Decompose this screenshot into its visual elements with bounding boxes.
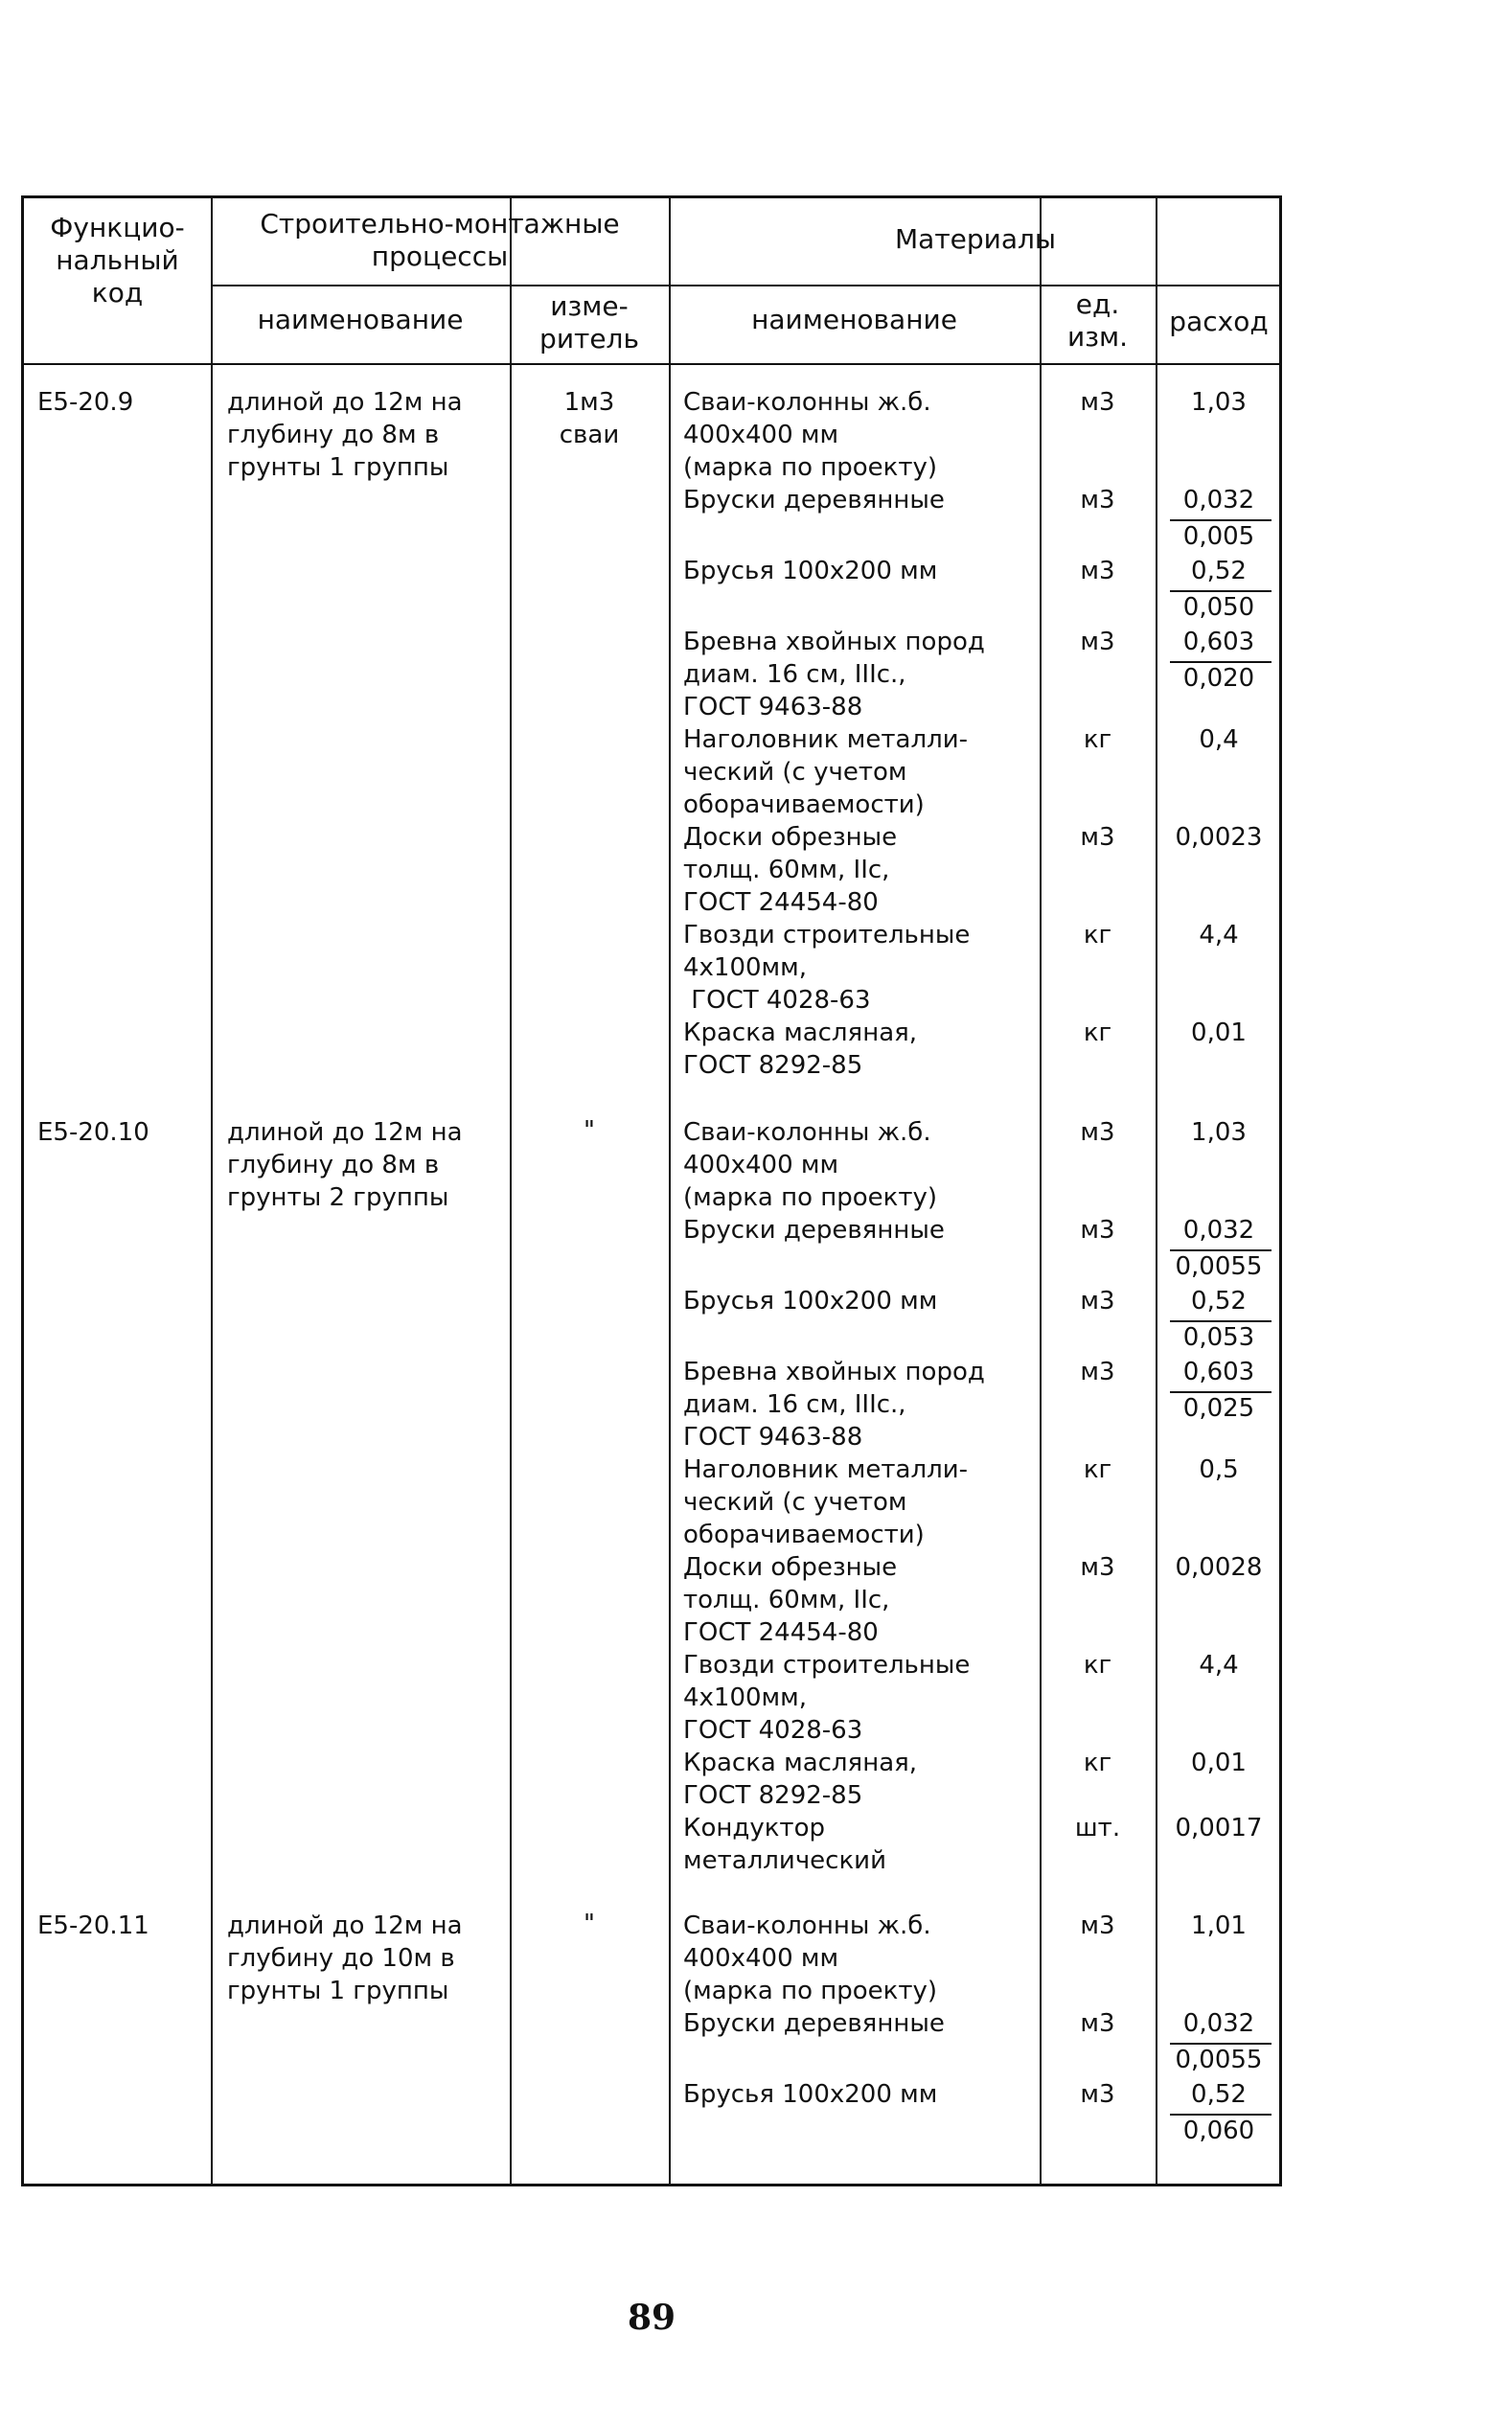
material-rate: 1,03 xyxy=(1191,1118,1247,1147)
material-name: Сваи-колонны ж.б. 400х400 мм (марка по проекту) xyxy=(683,1118,938,1212)
row-process: длиной до 12м на глубину до 10м в грунты 1 группы xyxy=(227,1911,463,2005)
header-proc-name: наименование xyxy=(257,304,464,335)
material-unit: м3 xyxy=(1080,1911,1115,1940)
material-rate: 0,603 xyxy=(1182,1358,1255,1386)
material-unit: м3 xyxy=(1080,2080,1115,2109)
material-unit: кг xyxy=(1083,1749,1112,1777)
material-rate-below: 0,005 xyxy=(1182,522,1255,551)
material-rate: 0,0017 xyxy=(1175,1814,1263,1842)
material-unit: м3 xyxy=(1080,2009,1115,2038)
material-name: Брусья 100х200 мм xyxy=(683,557,938,585)
material-name: Краска масляная, ГОСТ 8292-85 xyxy=(683,1749,918,1810)
material-name: Бревна хвойных пород диам. 16 см, IIIc., ГОСТ 9463-88 xyxy=(683,1358,985,1452)
material-unit: шт. xyxy=(1074,1814,1121,1842)
page-number: 89 xyxy=(627,2298,676,2338)
row-code: Е5-20.10 xyxy=(37,1118,149,1147)
material-name: Брусья 100х200 мм xyxy=(683,2080,938,2109)
material-rate-below: 0,0055 xyxy=(1175,2046,1263,2074)
header-materials: Материалы xyxy=(895,223,1056,255)
material-rate: 0,52 xyxy=(1191,2080,1247,2109)
material-unit: м3 xyxy=(1080,1287,1115,1316)
material-rate: 0,603 xyxy=(1182,628,1255,656)
material-rate: 0,0023 xyxy=(1175,823,1263,852)
header-subdivider xyxy=(211,285,1282,286)
col-divider xyxy=(669,198,671,2184)
material-rate: 0,0028 xyxy=(1175,1553,1263,1582)
material-name: Бруски деревянные xyxy=(683,486,945,515)
material-name: Наголовник металли- ческий (с учетом оборачиваемости) xyxy=(683,725,968,819)
material-name: Брусья 100х200 мм xyxy=(683,1287,938,1316)
material-unit: м3 xyxy=(1080,628,1115,656)
header-proc-meter: изме- ритель xyxy=(539,290,639,355)
material-unit: м3 xyxy=(1080,486,1115,515)
material-rate-below: 0,053 xyxy=(1182,1323,1255,1352)
material-unit: м3 xyxy=(1080,1216,1115,1245)
row-process: длиной до 12м на глубину до 8м в грунты 2 группы xyxy=(227,1118,463,1212)
material-name: Бруски деревянные xyxy=(683,2009,945,2038)
header-mat-rate: расход xyxy=(1169,306,1269,337)
material-unit: м3 xyxy=(1080,1118,1115,1147)
row-meter: " xyxy=(584,1116,595,1145)
material-rate: 0,5 xyxy=(1199,1455,1239,1484)
material-unit: м3 xyxy=(1080,1553,1115,1582)
material-rate: 0,032 xyxy=(1182,1216,1255,1245)
header-mat-unit: ед. изм. xyxy=(1066,288,1129,353)
material-rate: 0,01 xyxy=(1191,1018,1247,1047)
material-rate: 0,032 xyxy=(1182,2009,1255,2038)
material-rate-below: 0,020 xyxy=(1182,664,1255,693)
material-rate-below: 0,060 xyxy=(1182,2117,1255,2145)
material-rate: 4,4 xyxy=(1199,921,1239,950)
material-rate-below: 0,025 xyxy=(1182,1394,1255,1423)
material-rate: 0,01 xyxy=(1191,1749,1247,1777)
row-code: Е5-20.11 xyxy=(37,1911,149,1940)
material-unit: кг xyxy=(1083,1651,1112,1680)
material-rate: 0,52 xyxy=(1191,1287,1247,1316)
material-name: Сваи-колонны ж.б. 400х400 мм (марка по проекту) xyxy=(683,1911,938,2005)
material-unit: кг xyxy=(1083,921,1112,950)
material-name: Бруски деревянные xyxy=(683,1216,945,1245)
material-rate: 1,01 xyxy=(1191,1911,1247,1940)
material-unit: м3 xyxy=(1080,1358,1115,1386)
material-unit: м3 xyxy=(1080,388,1115,417)
material-name: Доски обрезные толщ. 60мм, IIc, ГОСТ 24454-80 xyxy=(683,1553,898,1647)
material-name: Гвозди строительные 4х100мм, ГОСТ 4028-63 xyxy=(683,1651,971,1745)
material-unit: кг xyxy=(1083,725,1112,754)
row-process: длиной до 12м на глубину до 8м в грунты 1 группы xyxy=(227,388,463,482)
material-rate-below: 0,050 xyxy=(1182,593,1255,622)
material-name: Сваи-колонны ж.б. 400х400 мм (марка по проекту) xyxy=(683,388,938,482)
material-rate-below: 0,0055 xyxy=(1175,1252,1263,1281)
material-unit: м3 xyxy=(1080,823,1115,852)
header-mat-name: наименование xyxy=(751,304,957,335)
material-rate: 0,52 xyxy=(1191,557,1247,585)
material-rate: 0,4 xyxy=(1199,725,1239,754)
material-rate: 0,032 xyxy=(1182,486,1255,515)
header-processes: Строительно-монтажные процессы xyxy=(260,208,620,272)
material-unit: кг xyxy=(1083,1455,1112,1484)
norms-table xyxy=(21,195,1282,2186)
header-func-code: Функцио- нальный код xyxy=(50,212,185,309)
material-name: Бревна хвойных пород диам. 16 см, IIIc., ГОСТ 9463-88 xyxy=(683,628,985,721)
material-unit: кг xyxy=(1083,1018,1112,1047)
material-name: Доски обрезные толщ. 60мм, IIc, ГОСТ 24454-80 xyxy=(683,823,898,917)
material-rate: 4,4 xyxy=(1199,1651,1239,1680)
material-name: Кондуктор металлический xyxy=(683,1814,886,1875)
row-meter: 1м3 сваи xyxy=(559,388,620,449)
col-divider xyxy=(211,198,213,2184)
material-unit: м3 xyxy=(1080,557,1115,585)
material-name: Наголовник металли- ческий (с учетом оборачиваемости) xyxy=(683,1455,968,1549)
row-meter: " xyxy=(584,1910,595,1938)
col-divider xyxy=(510,198,512,2184)
row-code: Е5-20.9 xyxy=(37,388,134,417)
material-name: Краска масляная, ГОСТ 8292-85 xyxy=(683,1018,918,1080)
header-bottom-line xyxy=(24,363,1282,365)
material-name: Гвозди строительные 4х100мм, ГОСТ 4028-63 xyxy=(683,921,971,1015)
material-rate: 1,03 xyxy=(1191,388,1247,417)
